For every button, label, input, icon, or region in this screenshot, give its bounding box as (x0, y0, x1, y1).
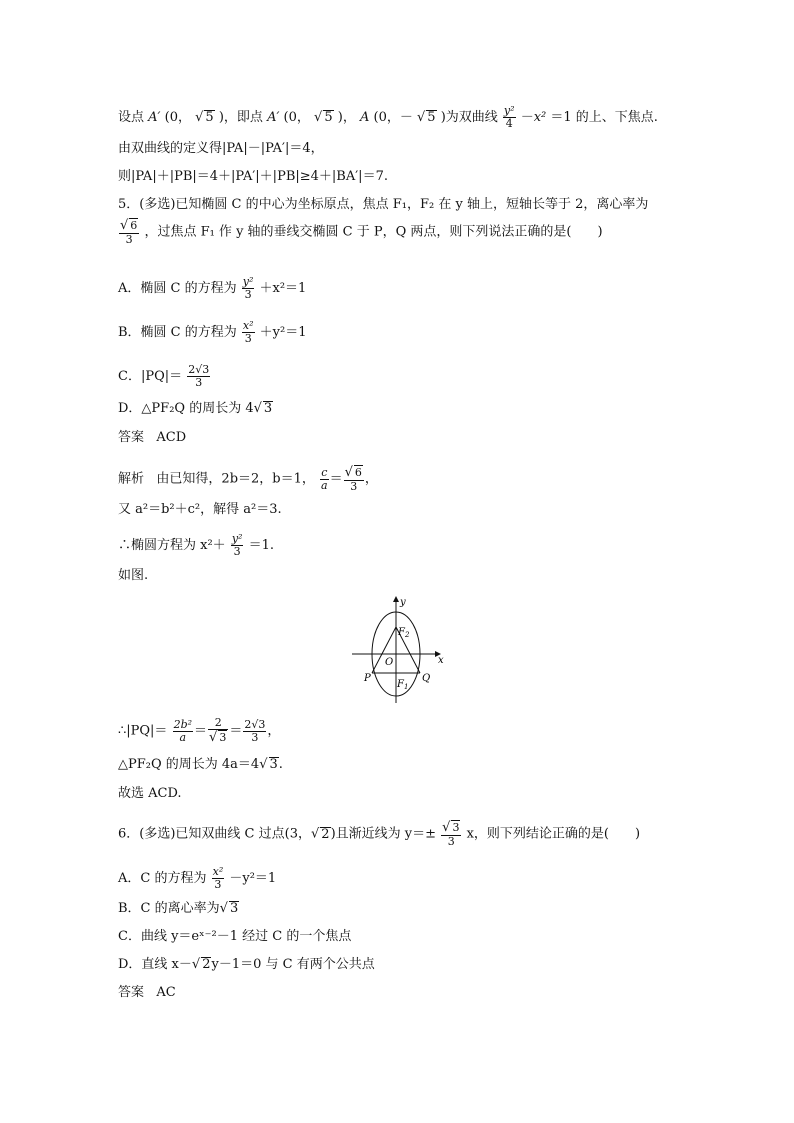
ellipse-figure (350, 593, 450, 705)
question-5-solution-5: ∴|PQ|＝ $\frac{\text{2b²}}{a}$ ＝ $\frac{2}{√ 3}$ ＝ $\frac{2√3}{3}$ ， (118, 716, 281, 745)
fraction: $\frac{\text{x²}}{3}$ (212, 865, 224, 891)
question-5-option-a[interactable]: A．椭圆 C 的方程为 $\frac{\text{y²}}{3}$ ＋x²＝1 (118, 275, 307, 301)
fraction: $\frac{√ 3}{3}$ (442, 820, 460, 848)
question-5-solution-7: 故选 ACD. (118, 786, 182, 801)
fraction: $\frac{c}{a}$ (321, 465, 328, 492)
origin-label: O (385, 657, 394, 668)
math-var: A′ (267, 110, 280, 125)
text: － (520, 110, 534, 125)
text: )， (337, 110, 356, 125)
math-var: x² (533, 110, 547, 125)
fraction: $\frac{√ 6}{3}$ (120, 218, 138, 246)
text: )，即点 (218, 110, 263, 125)
y-axis-label: y (400, 597, 406, 608)
text: (0， (283, 110, 310, 125)
question-6-option-c[interactable]: C．曲线 y＝eˣ⁻²－1 经过 C 的一个焦点 (118, 929, 352, 944)
focus-f1-label: $F_1$ (397, 679, 409, 691)
point-q-label: Q (422, 673, 431, 684)
fraction: $\frac{\text{2b²}}{a}$ (173, 717, 193, 744)
question-5-solution-6: △PF₂Q 的周长为 4a＝4√ 3. (118, 757, 283, 772)
fraction: $\frac{\text{x²}}{3}$ (242, 319, 254, 345)
question-5-solution-4: 如图. (118, 568, 149, 583)
fraction: $\frac{2√3}{3}$ (188, 363, 210, 389)
focus-f2-label: $F_2$ (398, 627, 410, 639)
fraction: $\frac{\text{y²}}{4}$ (503, 104, 515, 130)
point-p-label: P (364, 673, 371, 684)
text: (0， (164, 110, 191, 125)
fraction: $\frac{\text{y²}}{3}$ (242, 275, 254, 301)
question-5-solution-3: ∴椭圆方程为 x²＋ $\frac{\text{y²}}{3}$ ＝1. (118, 532, 274, 558)
question-6-option-b[interactable]: B．C 的离心率为√ 3 (118, 901, 239, 916)
text: )为双曲线 (440, 110, 498, 125)
sqrt-value: 5 (205, 110, 214, 125)
text: (0，－ (373, 110, 413, 125)
math-var: A′ (148, 110, 161, 125)
fraction: $\frac{2}{√ 3}$ (209, 716, 227, 745)
text-line-definition: 由双曲线的定义得|PA|－|PA′|＝4， (118, 141, 324, 156)
question-6-stem: 6．(多选)已知双曲线 C 过点(3，√ 2)且渐近线为 y＝± $\frac{√ 3}{3}$ x，则下列结论正确的是( ) (118, 820, 641, 848)
question-5-solution-1: 解析 由已知得，2b＝2，b＝1， $\frac{c}{a}$ ＝ $\frac{√ 6}{3}$ ， (118, 465, 378, 493)
text: ，过焦点 F₁ 作 y 轴的垂线交椭圆 C 于 P，Q 两点，则下列说法正确的是( (144, 224, 572, 240)
question-5-stem-2: $\frac{√ 6}{3}$ ，过焦点 F₁ 作 y 轴的垂线交椭圆 C 于 P，Q 两点，则下列说法正确的是( ) (120, 218, 603, 246)
sqrt-value: 5 (427, 110, 436, 125)
question-5-stem-1: 5．(多选)已知椭圆 C 的中心为坐标原点，焦点 F₁，F₂ 在 y 轴上，短轴长等于 2，离心率为 (118, 197, 649, 212)
fraction: $\frac{2√3}{3}$ (244, 717, 266, 744)
fraction: $\frac{√ 6}{3}$ (344, 465, 362, 493)
fraction: $\frac{\text{y²}}{3}$ (231, 532, 243, 558)
question-5-option-d[interactable]: D．△PF₂Q 的周长为 4√ 3 (118, 401, 273, 416)
question-5-option-b[interactable]: B．椭圆 C 的方程为 $\frac{\text{x²}}{3}$ ＋y²＝1 (118, 319, 307, 345)
text: ＝1 的上、下焦点. (550, 110, 658, 125)
sqrt-value: 5 (324, 110, 333, 125)
question-6-option-a[interactable]: A．C 的方程为 $\frac{\text{x²}}{3}$ －y²＝1 (118, 865, 277, 891)
text: 设点 (118, 110, 145, 125)
question-6-answer: 答案 AC (118, 985, 176, 1000)
question-6-option-d[interactable]: D．直线 x－√ 2y－1＝0 与 C 有两个公共点 (118, 957, 375, 972)
question-5-option-c[interactable]: C．|PQ|＝ $\frac{2√3}{3}$ (118, 363, 210, 389)
text-line-setpoint: 设点 A′ (0， √ 5 )，即点 A′ (0， √ 5 )， A (0，－ √ 5 )为双曲线 $\frac{\text{y²}}{4}$ －x² ＝1 的上、下焦点. (118, 104, 658, 130)
question-5-solution-2: 又 a²＝b²＋c²，解得 a²＝3. (118, 502, 282, 517)
text-line-result: 则|PA|＋|PB|＝4＋|PA′|＋|PB|≥4＋|BA′|＝7. (118, 169, 388, 184)
math-var: A (359, 110, 370, 125)
question-5-answer: 答案 ACD (118, 430, 187, 445)
x-axis-label: x (438, 655, 444, 666)
